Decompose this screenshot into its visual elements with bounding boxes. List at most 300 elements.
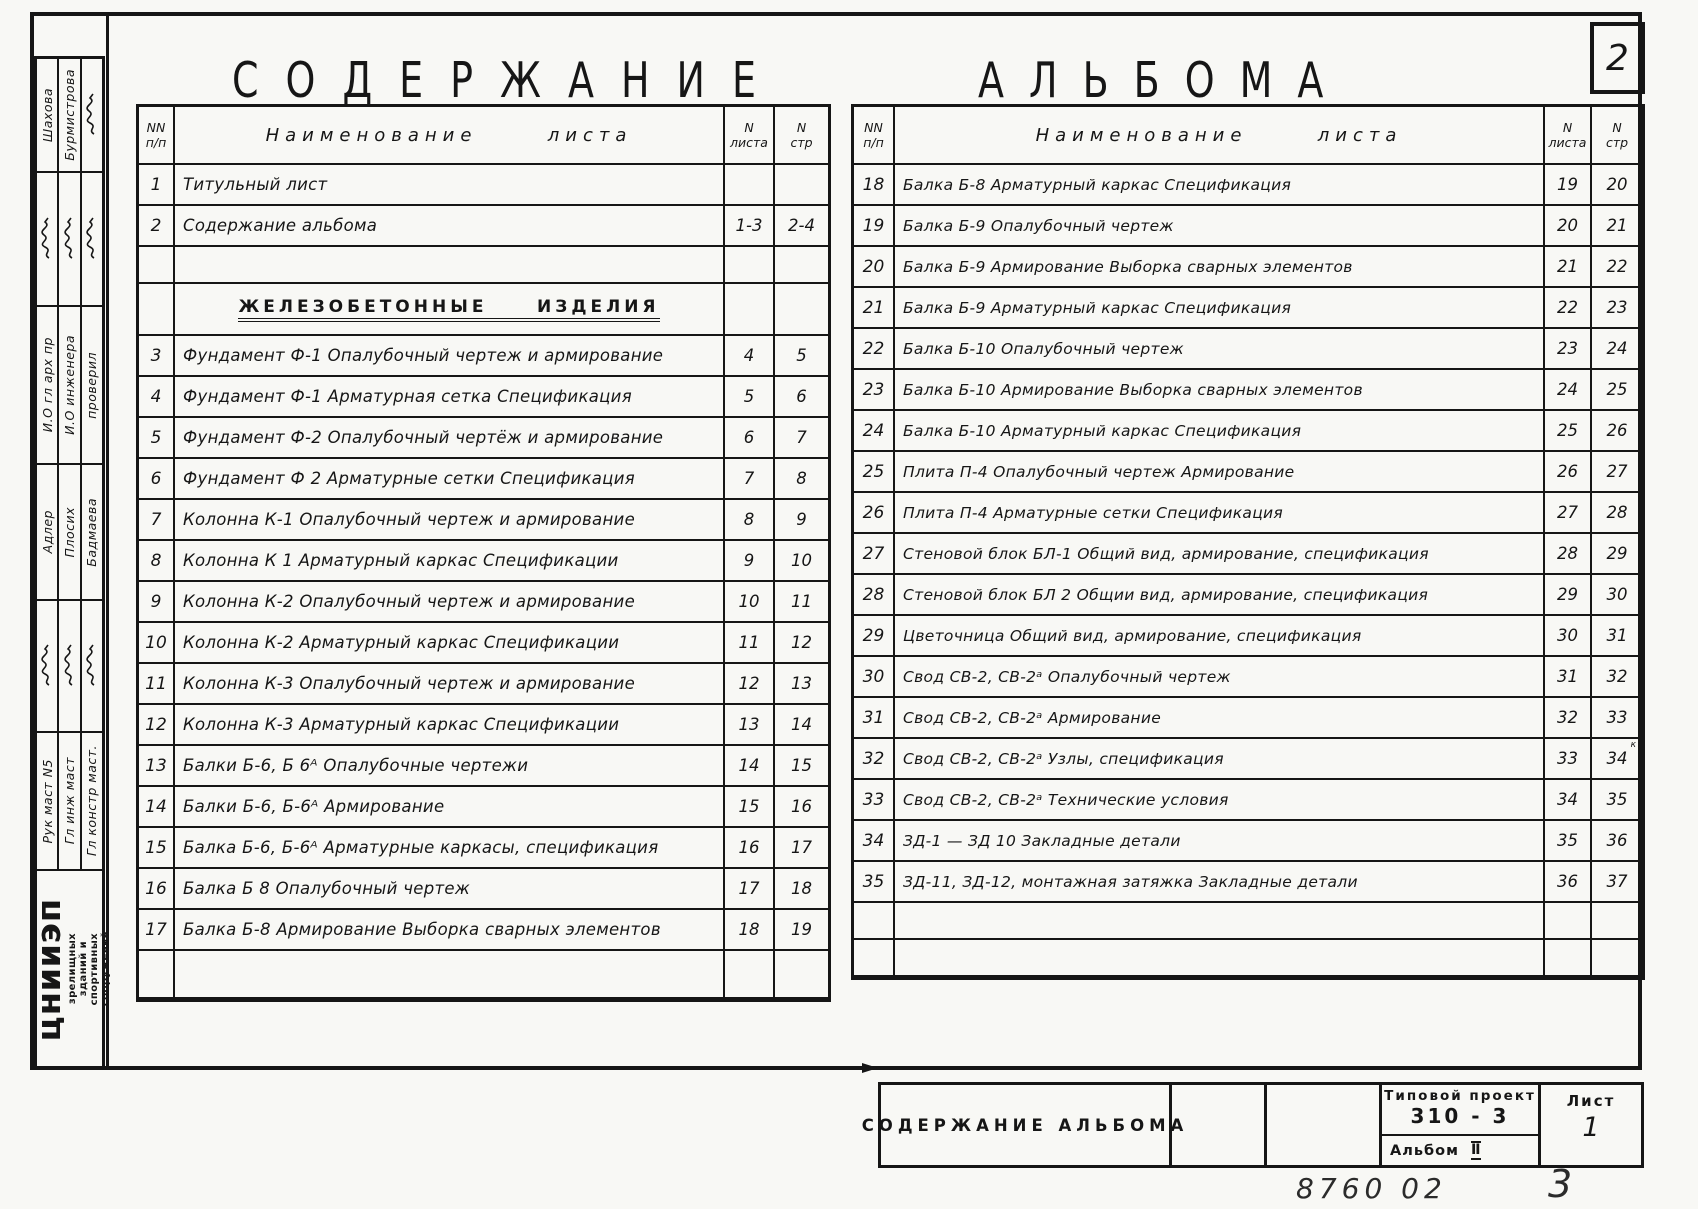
row-number-cell: 20 <box>854 247 895 288</box>
title-block-label: СОДЕРЖАНИЕ АЛЬБОМА <box>881 1085 1172 1165</box>
stamp-text: Адлер <box>39 510 55 554</box>
toc-row <box>854 247 1642 288</box>
logo-line: зрелищных <box>67 933 78 1005</box>
sheet-number-cell: 21 <box>1545 247 1592 288</box>
page-number-cell: 37 <box>1592 862 1642 903</box>
page-number-cell: 10 <box>775 541 828 582</box>
toc-header-cell <box>1592 107 1642 165</box>
sheet-name-cell: Свод СВ-2, СВ-2ᵃ Узлы, спецификация <box>895 739 1545 780</box>
header-line: п/п <box>863 135 884 150</box>
page-number-cell: 33 <box>1592 698 1642 739</box>
corner-sheet-number: 2 <box>1606 37 1629 79</box>
sheet-name-cell: Свод СВ-2, СВ-2ᵃ Опалубочный чертеж <box>895 657 1545 698</box>
sheet-number-cell: 14 <box>725 746 775 787</box>
sheet-name-cell: ЗД-1 — ЗД 10 Закладные детали <box>895 821 1545 862</box>
stamp-cell <box>59 59 81 171</box>
toc-row <box>139 284 828 336</box>
row-number-cell: 25 <box>854 452 895 493</box>
sheet-number-cell: 28 <box>1545 534 1592 575</box>
sheet-number-cell: 10 <box>725 582 775 623</box>
stamp-cell <box>37 173 59 305</box>
header-line: N <box>1612 120 1622 135</box>
page-number-cell <box>1592 903 1642 940</box>
sheet-name-cell: Свод СВ-2, СВ-2ᵃ Технические условия <box>895 780 1545 821</box>
sheet-number-cell: 16 <box>725 828 775 869</box>
stamp-cell <box>37 465 59 599</box>
sheet-name-cell: Плита П-4 Опалубочный чертеж Армирование <box>895 452 1545 493</box>
sheet-number-cell: 34 <box>1545 780 1592 821</box>
toc-row <box>854 903 1642 940</box>
page-number-cell: 11 <box>775 582 828 623</box>
frame-arrow-mark <box>862 1063 878 1073</box>
row-number-cell: 29 <box>854 616 895 657</box>
sheet-name-cell: Фундамент Ф 2 Арматурные сетки Спецификация <box>175 459 725 500</box>
row-number-cell: 22 <box>854 329 895 370</box>
stamp-group <box>37 307 102 465</box>
sheet-name-cell: Колонна К-2 Опалубочный чертеж и армирование <box>175 582 725 623</box>
row-number-cell: 11 <box>139 664 175 705</box>
header-line: стр <box>1605 135 1629 150</box>
sheet-name-cell: ЗД-11, ЗД-12, монтажная затяжка Закладные детали <box>895 862 1545 903</box>
page-number-cell: 28 <box>1592 493 1642 534</box>
stamp-text: Рук маст N5 <box>39 758 55 844</box>
sheet-number-cell: 15 <box>725 787 775 828</box>
toc-header-cell <box>854 107 895 165</box>
row-number-cell: 1 <box>139 165 175 206</box>
sheet-number-cell: 17 <box>725 869 775 910</box>
toc-row <box>139 418 828 459</box>
toc-row <box>139 787 828 828</box>
toc-row <box>139 206 828 247</box>
stamp-cell <box>82 307 102 463</box>
sheet-name-cell: Балка Б-9 Армирование Выборка сварных элементов <box>895 247 1545 288</box>
sheet-number-cell: 26 <box>1545 452 1592 493</box>
toc-table-right <box>851 104 1645 980</box>
sheet-number: 1 <box>1582 1112 1600 1143</box>
sheet-name-cell: Балка Б 8 Опалубочный чертеж <box>175 869 725 910</box>
row-number-cell: 16 <box>139 869 175 910</box>
sheet-name-cell: Колонна К-3 Опалубочный чертеж и армирование <box>175 664 725 705</box>
toc-row <box>854 780 1642 821</box>
toc-row <box>139 869 828 910</box>
sheet-name-cell: Балка Б-10 Арматурный каркас Спецификация <box>895 411 1545 452</box>
stamp-cell <box>59 733 81 869</box>
signature-scribble <box>82 106 102 125</box>
toc-row <box>139 705 828 746</box>
sheet-number-cell: 32 <box>1545 698 1592 739</box>
stamp-group <box>37 465 102 601</box>
toc-row <box>854 739 1642 780</box>
page-title-word-2: АЛЬБОМА <box>978 52 1349 109</box>
row-number-cell: 10 <box>139 623 175 664</box>
stamp-cell <box>82 59 102 171</box>
sheet-number-cell: 13 <box>725 705 775 746</box>
header-line: стр <box>790 135 813 150</box>
toc-row <box>854 940 1642 977</box>
toc-row <box>854 698 1642 739</box>
toc-header-cell <box>139 107 175 165</box>
sheet-number-cell <box>725 247 775 284</box>
sheet-name-cell: Титульный лист <box>175 165 725 206</box>
stamp-text: И.О инженера <box>61 335 77 435</box>
sheet-name-cell: Стеновой блок БЛ 2 Общии вид, армирование, спецификация <box>895 575 1545 616</box>
toc-header-cell <box>775 107 828 165</box>
sheet-number-cell: 12 <box>725 664 775 705</box>
toc-header-cell <box>725 107 775 165</box>
sheet-number-cell: 24 <box>1545 370 1592 411</box>
page-number-cell: 16 <box>775 787 828 828</box>
header-line: листа <box>1548 135 1587 150</box>
row-number-cell: 8 <box>139 541 175 582</box>
row-number-cell: 4 <box>139 377 175 418</box>
sheet-number-cell: 23 <box>1545 329 1592 370</box>
stamp-text: проверил <box>84 351 100 419</box>
sheet-number-cell: 6 <box>725 418 775 459</box>
stamp-cell <box>82 601 102 731</box>
page-number-cell: 18 <box>775 869 828 910</box>
stamp-group <box>37 733 102 871</box>
row-number-cell: 6 <box>139 459 175 500</box>
page-number-cell: 2-4 <box>775 206 828 247</box>
page-number-cell: 8 <box>775 459 828 500</box>
toc-row <box>854 370 1642 411</box>
row-number-cell: 30 <box>854 657 895 698</box>
organization-logo-block <box>37 871 111 1067</box>
stamp-group <box>37 59 102 173</box>
row-number-cell: 31 <box>854 698 895 739</box>
sheet-number-cell: 22 <box>1545 288 1592 329</box>
sheet-number-cell: 27 <box>1545 493 1592 534</box>
page-number-cell <box>775 284 828 336</box>
page-number-cell: 29 <box>1592 534 1642 575</box>
header-line: NN <box>146 120 166 135</box>
sheet-number-cell: 35 <box>1545 821 1592 862</box>
page-number-cell: 5 <box>775 336 828 377</box>
signature-scribble <box>37 230 59 249</box>
page-number-cell: 20 <box>1592 165 1642 206</box>
sheet-name-cell: Балка Б-9 Арматурный каркас Спецификация <box>895 288 1545 329</box>
toc-header-cell <box>895 107 1545 165</box>
signature-scribble <box>82 657 102 676</box>
sheet-name-cell: Балка Б-8 Арматурный каркас Спецификация <box>895 165 1545 206</box>
page-number-cell: 13 <box>775 664 828 705</box>
row-number-cell <box>139 247 175 284</box>
album-number: Ⅱ <box>1470 1142 1481 1159</box>
page-number-cell: 23 <box>1592 288 1642 329</box>
row-number-cell: 12 <box>139 705 175 746</box>
logo-line-cell <box>89 871 100 1067</box>
sheet-name-cell: Фундамент Ф-1 Арматурная сетка Спецификация <box>175 377 725 418</box>
toc-row <box>854 575 1642 616</box>
toc-row <box>854 534 1642 575</box>
page-title-word-1: СОДЕРЖАНИЕ <box>232 52 783 109</box>
logo-line: спортивных <box>89 932 100 1006</box>
signature-scribble <box>59 230 81 249</box>
toc-row <box>854 411 1642 452</box>
sheet-number-cell: 18 <box>725 910 775 951</box>
column-header-name: Наименование листа <box>265 124 633 146</box>
sheet-label: Лист <box>1566 1092 1616 1110</box>
toc-row <box>139 664 828 705</box>
sheet-number-cell <box>725 165 775 206</box>
stamp-text: Плосих <box>61 506 77 558</box>
sheet-number-cell <box>725 951 775 999</box>
toc-row <box>854 821 1642 862</box>
row-number-cell: 35 <box>854 862 895 903</box>
row-number-cell: 14 <box>139 787 175 828</box>
page-number-cell: 27 <box>1592 452 1642 493</box>
toc-row <box>139 623 828 664</box>
toc-row <box>854 206 1642 247</box>
stamp-groups <box>37 59 102 871</box>
row-number-cell: 19 <box>854 206 895 247</box>
sheet-number-cell <box>725 284 775 336</box>
row-number-cell: 18 <box>854 165 895 206</box>
stamp-cell <box>37 601 59 731</box>
sheet-number-cell: 7 <box>725 459 775 500</box>
toc-row <box>139 247 828 284</box>
row-number-cell <box>139 951 175 999</box>
row-number-cell <box>854 903 895 940</box>
row-number-cell: 2 <box>139 206 175 247</box>
sheet-number-cell: 9 <box>725 541 775 582</box>
sheet-number-cell <box>1545 903 1592 940</box>
left-stamp-strip <box>34 56 111 1070</box>
row-number-cell: 32 <box>854 739 895 780</box>
sheet-name-cell: Фундамент Ф-2 Опалубочный чертёж и армирование <box>175 418 725 459</box>
toc-row <box>854 288 1642 329</box>
page-number-cell: 35 <box>1592 780 1642 821</box>
header-line: листа <box>730 135 768 150</box>
stamp-cell <box>37 307 59 463</box>
row-number-cell <box>854 940 895 977</box>
album-label: Альбом <box>1390 1142 1459 1159</box>
stamp-text: И.О гл арх пр <box>39 337 55 433</box>
title-block-empty-cell <box>1267 1085 1382 1165</box>
page-number-cell: 31 <box>1592 616 1642 657</box>
toc-row <box>854 862 1642 903</box>
toc-row <box>854 616 1642 657</box>
sheet-number-cell: 30 <box>1545 616 1592 657</box>
project-info <box>1382 1085 1538 1136</box>
sheet-number-cell: 20 <box>1545 206 1592 247</box>
sheet-number-cell <box>1545 940 1592 977</box>
toc-row <box>139 336 828 377</box>
row-number-cell: 24 <box>854 411 895 452</box>
toc-row <box>139 541 828 582</box>
row-number-cell: 23 <box>854 370 895 411</box>
page-number-cell: 14 <box>775 705 828 746</box>
toc-header-row <box>139 107 828 165</box>
stray-mark: к <box>1630 740 1636 750</box>
toc-row <box>139 165 828 206</box>
toc-row <box>139 500 828 541</box>
title-block-project-cell <box>1382 1085 1541 1165</box>
page-number-cell <box>775 165 828 206</box>
sheet-name-cell: Балки Б-6, Б 6ᴬ Опалубочные чертежи <box>175 746 725 787</box>
page-number-cell: 7 <box>775 418 828 459</box>
toc-header-cell <box>1545 107 1592 165</box>
row-number-cell: 33 <box>854 780 895 821</box>
stamp-cell <box>59 173 81 305</box>
sheet-name-cell: Стеновой блок БЛ-1 Общий вид, армирование, спецификация <box>895 534 1545 575</box>
row-number-cell: 27 <box>854 534 895 575</box>
stamp-text: Бурмистрова <box>61 69 77 161</box>
row-number-cell: 5 <box>139 418 175 459</box>
sheet-number-cell: 19 <box>1545 165 1592 206</box>
logo-line-cell <box>100 871 111 1067</box>
stamp-group <box>37 601 102 733</box>
logo-acronym: ЦНИИЭП <box>37 897 66 1041</box>
sheet-number-cell: 31 <box>1545 657 1592 698</box>
page-number-cell <box>775 247 828 284</box>
row-number-cell: 21 <box>854 288 895 329</box>
sheet-name-cell: Балка Б-6, Б-6ᴬ Арматурные каркасы, спецификация <box>175 828 725 869</box>
row-number-cell: 9 <box>139 582 175 623</box>
sheet-number-cell: 11 <box>725 623 775 664</box>
title-block-sheet-cell <box>1541 1085 1641 1165</box>
toc-row <box>139 377 828 418</box>
header-line: NN <box>864 120 883 135</box>
stamp-cell <box>82 465 102 599</box>
toc-row <box>139 459 828 500</box>
page-number-cell: 21 <box>1592 206 1642 247</box>
sheet-number-cell: 4 <box>725 336 775 377</box>
page-number-cell: 26 <box>1592 411 1642 452</box>
signature-scribble <box>82 230 102 249</box>
album-info <box>1382 1136 1538 1165</box>
toc-row <box>854 657 1642 698</box>
row-number-cell: 28 <box>854 575 895 616</box>
stamp-cell <box>59 601 81 731</box>
sheet-name-cell: Балка Б-10 Армирование Выборка сварных элементов <box>895 370 1545 411</box>
row-number-cell: 3 <box>139 336 175 377</box>
toc-row <box>139 910 828 951</box>
sheet-name-cell: Свод СВ-2, СВ-2ᵃ Армирование <box>895 698 1545 739</box>
page-number-cell: 30 <box>1592 575 1642 616</box>
logo-line: сооружений <box>100 931 111 1007</box>
toc-row <box>139 951 828 999</box>
stamp-group <box>37 173 102 307</box>
sheet-name-cell: Фундамент Ф-1 Опалубочный чертеж и армирование <box>175 336 725 377</box>
stamp-cell <box>37 733 59 869</box>
logo-description <box>67 871 111 1067</box>
sheet-name-cell <box>895 940 1545 977</box>
row-number-cell: 7 <box>139 500 175 541</box>
page-number-cell: 24 <box>1592 329 1642 370</box>
sheet-name-cell: Колонна К-2 Арматурный каркас Спецификации <box>175 623 725 664</box>
toc-header-cell <box>175 107 725 165</box>
logo-acronym-cell <box>37 871 67 1067</box>
toc-table-left <box>136 104 831 1002</box>
sheet-name-cell: Цветочница Общий вид, армирование, спецификация <box>895 616 1545 657</box>
header-line: п/п <box>145 135 167 150</box>
page-number-cell <box>1592 940 1642 977</box>
toc-row <box>139 582 828 623</box>
sheet-name-cell: Плита П-4 Арматурные сетки Спецификация <box>895 493 1545 534</box>
sheet-number-cell: 5 <box>725 377 775 418</box>
column-header-name: Наименование листа <box>1035 124 1403 146</box>
toc-row <box>854 493 1642 534</box>
signature-scribble <box>37 657 59 676</box>
stamp-text: Гл констр маст. <box>84 745 100 857</box>
handwritten-serial-code: 8760 02 <box>1296 1172 1447 1205</box>
page-number-cell: 22 <box>1592 247 1642 288</box>
page-number-cell: 32 <box>1592 657 1642 698</box>
sheet-name-cell: Балки Б-6, Б-6ᴬ Армирование <box>175 787 725 828</box>
row-number-cell: 26 <box>854 493 895 534</box>
stamp-text: Шахова <box>39 87 55 143</box>
stamp-text: Бадмаева <box>84 497 100 567</box>
sheet-number-cell: 25 <box>1545 411 1592 452</box>
sheet-name-cell: Балка Б-10 Опалубочный чертеж <box>895 329 1545 370</box>
row-number-cell: 34 <box>854 821 895 862</box>
row-number-cell: 13 <box>139 746 175 787</box>
sheet-number-cell: 33 <box>1545 739 1592 780</box>
sheet-name-cell <box>175 247 725 284</box>
toc-row <box>139 828 828 869</box>
signature-scribble <box>59 657 81 676</box>
stamp-cell <box>59 307 81 463</box>
logo-line: зданий и <box>78 941 89 997</box>
section-heading: ЖЕЛЕЗОБЕТОННЫЕ ИЗДЕЛИЯ <box>238 297 659 322</box>
page-number-cell: 36 <box>1592 821 1642 862</box>
page-number-cell: 17 <box>775 828 828 869</box>
page-number-cell: 15 <box>775 746 828 787</box>
row-number-cell: 15 <box>139 828 175 869</box>
sheet-name-cell <box>175 951 725 999</box>
logo-line-cell <box>78 871 89 1067</box>
row-number-cell: 17 <box>139 910 175 951</box>
toc-row <box>854 452 1642 493</box>
logo-line-cell <box>67 871 78 1067</box>
header-line: N <box>796 120 807 135</box>
page-number-cell: 19 <box>775 910 828 951</box>
toc-row <box>854 165 1642 206</box>
stamp-cell <box>59 465 81 599</box>
project-label: Типовой проект <box>1384 1088 1536 1104</box>
title-block-empty-cell <box>1172 1085 1267 1165</box>
toc-row <box>139 746 828 787</box>
sheet-number-cell: 8 <box>725 500 775 541</box>
sheet-number-cell: 36 <box>1545 862 1592 903</box>
sheet-name-cell: Колонна К-1 Опалубочный чертеж и армирование <box>175 500 725 541</box>
header-line: N <box>744 120 754 135</box>
sheet-name-cell <box>175 284 725 336</box>
page-number-cell: 12 <box>775 623 828 664</box>
project-code: 310 - 3 <box>1410 1104 1510 1128</box>
sheet-name-cell: Содержание альбома <box>175 206 725 247</box>
page-number-cell: 25 <box>1592 370 1642 411</box>
stamp-cell <box>82 733 102 869</box>
stamp-cell <box>82 173 102 305</box>
sheet-name-cell: Колонна К-3 Арматурный каркас Спецификации <box>175 705 725 746</box>
stamp-cell <box>37 59 59 171</box>
page-number-cell: 6 <box>775 377 828 418</box>
handwritten-page-number: 3 <box>1548 1162 1573 1206</box>
sheet-number-cell: 29 <box>1545 575 1592 616</box>
sheet-name-cell: Колонна К 1 Арматурный каркас Спецификации <box>175 541 725 582</box>
sheet-name-cell: Балка Б-9 Опалубочный чертеж <box>895 206 1545 247</box>
corner-sheet-number-box <box>1590 22 1645 94</box>
header-line: N <box>1562 120 1573 135</box>
page-number-cell: 34 к <box>1592 739 1642 780</box>
sheet-number-cell: 1-3 <box>725 206 775 247</box>
page-number-cell: 9 <box>775 500 828 541</box>
title-block <box>861 1082 1644 1168</box>
toc-header-row <box>854 107 1642 165</box>
toc-row <box>854 329 1642 370</box>
